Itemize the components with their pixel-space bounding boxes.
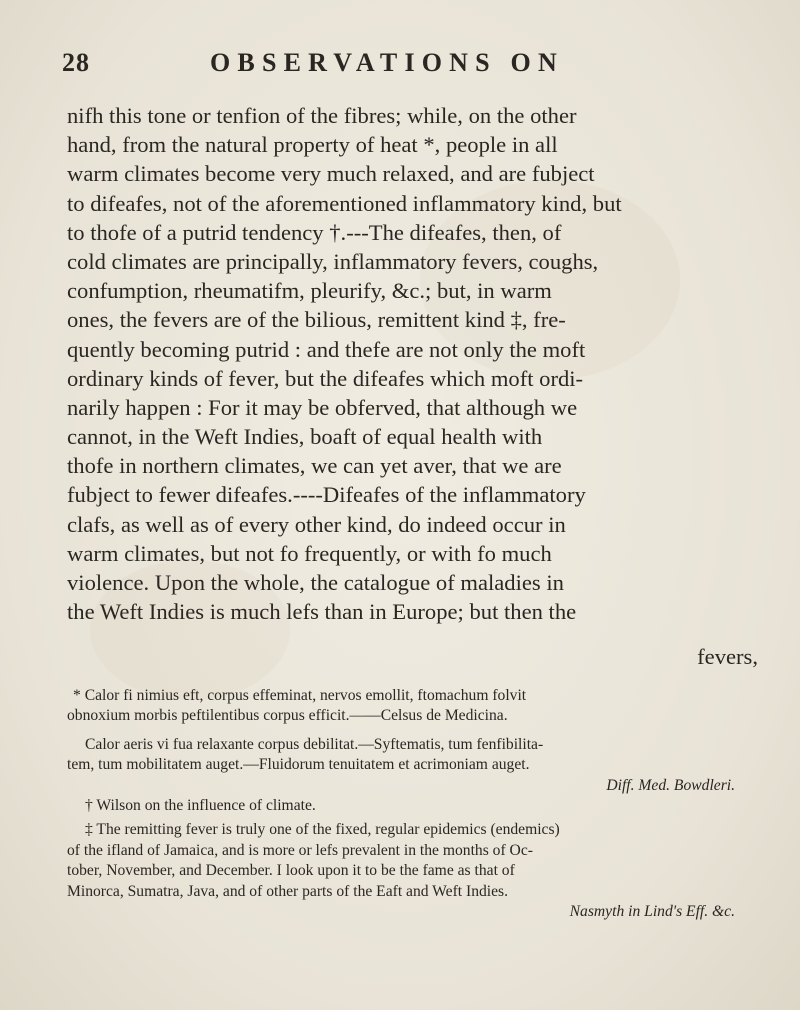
page-header — [62, 48, 760, 88]
footnote-source: Nasmyth in Lind's Eff. &c. — [569, 902, 735, 920]
footnote-line: † Wilson on the influence of climate. — [85, 796, 316, 814]
footnote-line: ‡ The remitting fever is truly one of the fixed, regular epidemics (endemics) — [85, 821, 560, 839]
text-line: confumption, rheumatifm, pleurify, &c.; but, in warm — [67, 278, 552, 304]
text-line: to difeafes, not of the aforementioned inflammatory kind, but — [67, 190, 622, 216]
footnote-line: tem, tum mobilitatem auget.—Fluidorum tenuitatem et acrimoniam auget. — [67, 756, 530, 774]
text-line: ones, the fevers are of the bilious, remittent kind ‡, fre- — [67, 307, 566, 333]
footnotes — [67, 686, 757, 922]
text-line: cold climates are principally, inflammatory fevers, coughs, — [67, 248, 599, 274]
footnote-source: Diff. Med. Bowdleri. — [606, 776, 735, 794]
footnote-line: of the ifland of Jamaica, and is more or lefs prevalent in the months of Oc- — [67, 841, 533, 859]
text-line: to thofe of a putrid tendency †.---The difeafes, then, of — [67, 219, 562, 245]
text-line: thofe in northern climates, we can yet aver, that we are — [67, 453, 562, 479]
footnote-line: Minorca, Sumatra, Java, and of other parts of the Eaft and Weft Indies. — [67, 882, 509, 900]
text-line: violence. Upon the whole, the catalogue of maladies in — [67, 570, 564, 595]
text-line: narily happen : For it may be obferved, that although we — [67, 394, 578, 420]
text-line: hand, from the natural property of heat *, people in all — [67, 132, 558, 158]
text-line: ordinary kinds of fever, but the difeafes which moft ordi- — [67, 365, 584, 391]
text-line: the Weft Indies is much lefs than in Europe; but then the — [67, 599, 577, 625]
footnote-line: tober, November, and December. I look upon it to be the fame as that of — [67, 862, 515, 880]
text-line: nifh this tone or tenfion of the fibres; while, on the other — [67, 103, 577, 128]
text-line: cannot, in the Weft Indies, boaft of equal health with — [67, 424, 543, 450]
footnote-line: Calor aeris vi fua relaxante corpus debilitat.—Syftematis, tum fenfibilita- — [85, 735, 544, 753]
page-number: 28 — [62, 48, 90, 77]
text-line: warm climates become very much relaxed, and are fubject — [67, 161, 595, 187]
text-line: clafs, as well as of every other kind, do indeed occur in — [67, 511, 566, 537]
catchword: fevers, — [697, 644, 758, 669]
main-text — [67, 101, 757, 626]
text-line: warm climates, but not fo frequently, or with fo much — [67, 540, 552, 566]
footnote-line: obnoxium morbis peftilentibus corpus efficit.——Celsus de Medicina. — [67, 707, 508, 725]
text-line: quently becoming putrid : and thefe are not only the moft — [67, 336, 586, 362]
footnote-line: * Calor fi nimius eft, corpus effeminat, nervos emollit, ftomachum folvit — [73, 687, 527, 704]
running-title: OBSERVATIONS ON — [210, 48, 564, 77]
text-line: fubject to fewer difeafes.----Difeafes of the inflammatory — [67, 482, 586, 508]
